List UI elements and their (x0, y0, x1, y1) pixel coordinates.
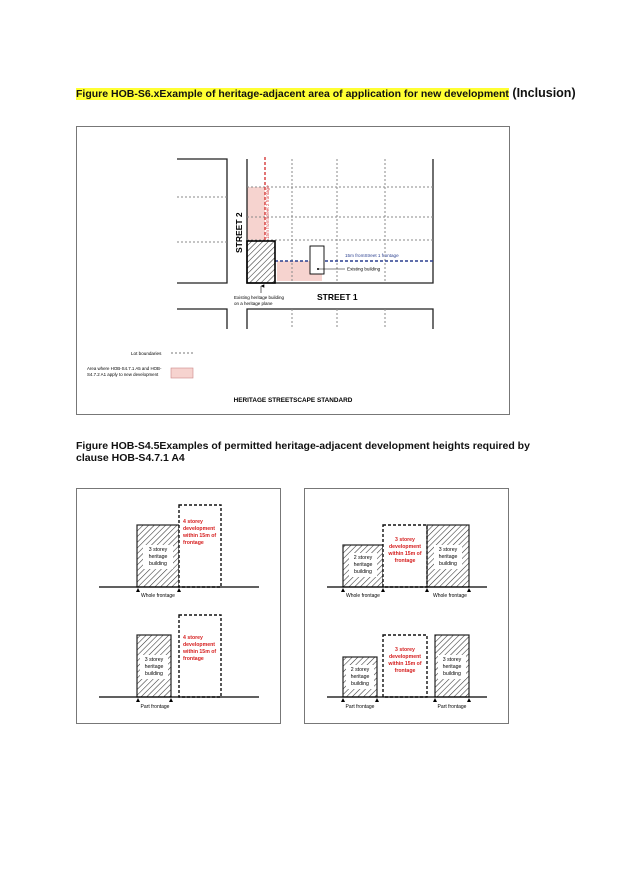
frontage-marker (425, 588, 429, 592)
frontage-label: Whole frontage (433, 593, 467, 599)
frontage-marker (177, 588, 181, 592)
heritage-text: heritage (438, 554, 458, 560)
heritage-label-line1: Existing heritage building (234, 295, 285, 300)
figure1-caption-suffix: (Inclusion) (508, 86, 576, 100)
legend-lot-label: Lot boundaries (131, 351, 162, 356)
height-examples-right (305, 489, 508, 723)
development-text: frontage (183, 656, 204, 662)
shaded-area-street2 (247, 187, 265, 240)
development-envelope (179, 505, 221, 587)
frontage-marker (341, 588, 345, 592)
development-text: within 15m of (388, 661, 422, 667)
heritage-text: heritage (353, 562, 373, 568)
figure2-caption: Figure HOB-S4.5Examples of permitted heritage-adjacent development heights required by clause HOB-S4.7.1 A4 (76, 440, 530, 464)
street1-label: STREET 1 (317, 292, 358, 302)
heritage-text: 2 storey (353, 555, 373, 561)
heritage-text: 3 storey (442, 657, 462, 663)
heritage-building (247, 241, 275, 283)
development-text: within 15m of (183, 533, 217, 539)
heritage-text: heritage (144, 664, 164, 670)
development-text: development (183, 642, 215, 648)
heritage-text: building (439, 561, 457, 567)
development-text: within 15m of (388, 551, 422, 557)
heritage-label-line2: on a heritage plane (234, 301, 273, 306)
standard-title: HERITAGE STREETSCAPE STANDARD (233, 397, 353, 404)
frontage-marker (467, 588, 471, 592)
frontage-marker (433, 698, 437, 702)
left-block-outline (177, 159, 227, 283)
heritage-text: heritage (350, 674, 370, 680)
legend-area-line2: S4.7.2 A1 apply to new development (87, 372, 159, 377)
heritage-streetscape-diagram (77, 127, 509, 414)
frontage-label: Part frontage (437, 704, 467, 710)
legend-area-line1: Area where HOB-S4.7.1 A5 and HOB- (87, 366, 162, 371)
frontage-marker (136, 698, 140, 702)
development-text: development (183, 526, 215, 532)
frontage-label: Whole frontage (141, 593, 175, 599)
development-text: development (389, 654, 421, 660)
leader-dot (317, 268, 319, 270)
heritage-text: 3 storey (144, 657, 164, 663)
frontage-marker (375, 698, 379, 702)
heritage-text: building (149, 561, 167, 567)
development-text: within 15m of (183, 649, 217, 655)
heritage-text: 2 storey (350, 667, 370, 673)
frontage-marker (169, 698, 173, 702)
frontage-marker (341, 698, 345, 702)
existing-building-label: Existing building (347, 266, 381, 272)
frontage-marker (381, 588, 385, 592)
heritage-text: building (354, 569, 372, 575)
development-text: 3 storey (395, 537, 415, 543)
frontage-label: Whole frontage (346, 593, 380, 599)
street2-label: STREET 2 (234, 212, 244, 253)
heritage-text: building (443, 671, 461, 677)
development-text: 4 storey (183, 635, 203, 641)
figure2-left-panel (76, 488, 281, 724)
development-text: 3 storey (395, 647, 415, 653)
heritage-text: 3 storey (438, 547, 458, 553)
lower-left-block (177, 309, 227, 329)
frontage-marker (136, 588, 140, 592)
heritage-text: building (145, 671, 163, 677)
development-text: 4 storey (183, 519, 203, 525)
figure1-panel (76, 126, 510, 415)
frontage-label-street1: 15m fromStreet 1 frontage (345, 253, 399, 258)
frontage-label: Part frontage (345, 704, 375, 710)
heritage-text: heritage (148, 554, 168, 560)
legend-area-swatch (171, 368, 193, 378)
figure1-caption (76, 86, 576, 100)
lower-main-block (247, 309, 433, 329)
heritage-text: heritage (442, 664, 462, 670)
height-examples-left (77, 489, 280, 723)
development-text: frontage (394, 668, 416, 674)
frontage-label: Part frontage (140, 704, 170, 710)
existing-building (310, 246, 324, 274)
figure2-right-panel (304, 488, 509, 724)
development-text: frontage (183, 540, 204, 546)
frontage-marker (467, 698, 471, 702)
heritage-text: 3 storey (148, 547, 168, 553)
frontage-label-street2: 15m fromStreet 2 frontage (265, 185, 270, 239)
figure1-caption-highlighted: Figure HOB-S6.xExample of heritage-adjacent area of application for new development (76, 88, 509, 100)
development-text: frontage (394, 558, 416, 564)
development-text: development (389, 544, 421, 550)
heritage-text: building (351, 681, 369, 687)
